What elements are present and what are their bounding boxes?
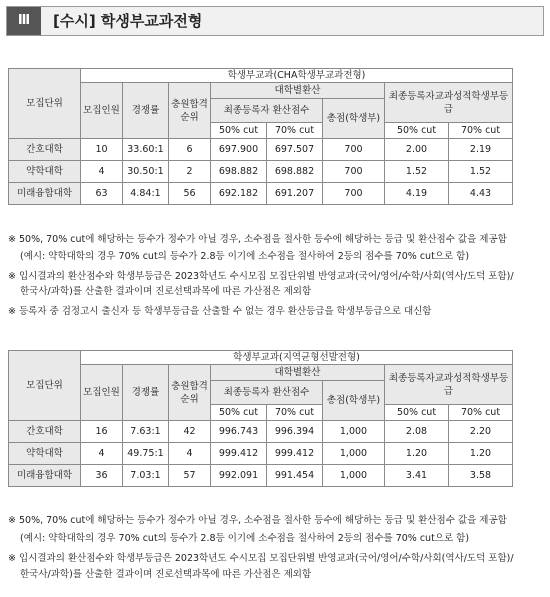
- note-cut-rule: ※ 50%, 70% cut에 해당하는 등수가 정수가 아닐 경우, 소수점을 절사한 등수에 해당하는 등급 및 환산점수 값을 제공함: [8, 515, 507, 526]
- cell-grade-70: 2.20: [449, 421, 513, 443]
- cell-conv-70: 691.207: [267, 183, 323, 205]
- cell-rank: 6: [169, 139, 211, 161]
- cell-conv-50: 698.882: [211, 161, 267, 183]
- cell-total: 1,000: [323, 443, 385, 465]
- table-row: [9, 421, 513, 443]
- cell-grade-70: 4.43: [449, 183, 513, 205]
- header-unit: 모집단위: [9, 69, 81, 139]
- cell-rank: 57: [169, 465, 211, 487]
- cell-conv-50: 692.182: [211, 183, 267, 205]
- header-conversion: 대학별환산: [211, 83, 385, 99]
- cell-grade-50: 3.41: [385, 465, 449, 487]
- cell-grade-70: 2.19: [449, 139, 513, 161]
- cell-recruit: 63: [81, 183, 123, 205]
- cell-conv-50: 697.900: [211, 139, 267, 161]
- table-row: [9, 443, 513, 465]
- table-row: [9, 161, 513, 183]
- note-calculation-cont: 한국사/과학)를 산출한 결과이며 진로선택과목에 따른 가산점은 제외함: [20, 286, 312, 297]
- cell-competition: 7.03:1: [123, 465, 169, 487]
- cell-unit: 약학대학: [9, 161, 81, 183]
- cell-total: 700: [323, 161, 385, 183]
- cell-rank: 56: [169, 183, 211, 205]
- cell-conv-70: 697.507: [267, 139, 323, 161]
- cell-conv-70: 996.394: [267, 421, 323, 443]
- header-grade: 최종등록자교과성적학생부등급: [385, 365, 513, 405]
- header-conv-70: 70% cut: [267, 123, 323, 139]
- note-example: (예시: 약학대학의 경우 70% cut의 등수가 2.8등 이기에 소수점을 절사하여 2등의 점수를 70% cut으로 함): [20, 533, 470, 544]
- cell-grade-50: 2.00: [385, 139, 449, 161]
- header-final-converted: 최종등록자 환산점수: [211, 381, 323, 405]
- cell-recruit: 36: [81, 465, 123, 487]
- group-title: 학생부교과(지역균형선발전형): [81, 351, 513, 365]
- header-grade-70: 70% cut: [449, 405, 513, 421]
- header-conv-70: 70% cut: [267, 405, 323, 421]
- cell-grade-50: 4.19: [385, 183, 449, 205]
- cell-conv-70: 999.412: [267, 443, 323, 465]
- cell-grade-70: 1.20: [449, 443, 513, 465]
- cell-grade-70: 3.58: [449, 465, 513, 487]
- cell-conv-70: 991.454: [267, 465, 323, 487]
- header-total: 총점(학생부): [323, 381, 385, 421]
- section-header: [6, 6, 544, 36]
- cell-grade-50: 1.52: [385, 161, 449, 183]
- cell-unit: 미래융합대학: [9, 183, 81, 205]
- cell-unit: 간호대학: [9, 421, 81, 443]
- header-final-converted: 최종등록자 환산점수: [211, 99, 323, 123]
- cell-competition: 33.60:1: [123, 139, 169, 161]
- group-title: 학생부교과(CHA학생부교과전형): [81, 69, 513, 83]
- cell-conv-50: 992.091: [211, 465, 267, 487]
- header-grade: 최종등록자교과성적학생부등급: [385, 83, 513, 123]
- cell-competition: 4.84:1: [123, 183, 169, 205]
- table-row: [9, 183, 513, 205]
- table-row: [9, 465, 513, 487]
- header-competition: 경쟁률: [123, 365, 169, 421]
- admission-table-2: [8, 350, 513, 487]
- cell-conv-50: 996.743: [211, 421, 267, 443]
- header-grade-70: 70% cut: [449, 123, 513, 139]
- section-title: [수시] 학생부교과전형: [53, 12, 203, 30]
- header-grade-50: 50% cut: [385, 405, 449, 421]
- cell-grade-50: 2.08: [385, 421, 449, 443]
- table-row: [9, 139, 513, 161]
- cell-recruit: 4: [81, 443, 123, 465]
- header-unit: 모집단위: [9, 351, 81, 421]
- note-calculation: ※ 입시결과의 환산점수와 학생부등급은 2023학년도 수시모집 모집단위별 반영교과(국어/영어/수학/사회(역사/도덕 포함)/: [8, 553, 514, 564]
- header-rank: 충원합격순위: [169, 83, 211, 139]
- admission-table-1: [8, 68, 513, 205]
- cell-total: 700: [323, 139, 385, 161]
- header-conversion: 대학별환산: [211, 365, 385, 381]
- header-grade-50: 50% cut: [385, 123, 449, 139]
- note-calculation-cont: 한국사/과학)를 산출한 결과이며 진로선택과목에 따른 가산점은 제외함: [20, 569, 312, 580]
- cell-conv-70: 698.882: [267, 161, 323, 183]
- header-total: 총점(학생부): [323, 99, 385, 139]
- cell-competition: 7.63:1: [123, 421, 169, 443]
- header-rank: 충원합격순위: [169, 365, 211, 421]
- note-ged: ※ 등록자 중 검정고시 출신자 등 학생부등급을 산출할 수 없는 경우 환산등급을 학생부등급으로 대신함: [8, 306, 432, 317]
- cell-rank: 2: [169, 161, 211, 183]
- note-example: (예시: 약학대학의 경우 70% cut의 등수가 2.8등 이기에 소수점을 절사하여 2등의 점수를 70% cut으로 함): [20, 251, 470, 262]
- cell-grade-50: 1.20: [385, 443, 449, 465]
- cell-conv-50: 999.412: [211, 443, 267, 465]
- header-conv-50: 50% cut: [211, 123, 267, 139]
- cell-competition: 49.75:1: [123, 443, 169, 465]
- cell-competition: 30.50:1: [123, 161, 169, 183]
- note-calculation: ※ 입시결과의 환산점수와 학생부등급은 2023학년도 수시모집 모집단위별 반영교과(국어/영어/수학/사회(역사/도덕 포함)/: [8, 271, 514, 282]
- note-cut-rule: ※ 50%, 70% cut에 해당하는 등수가 정수가 아닐 경우, 소수점을 절사한 등수에 해당하는 등급 및 환산점수 값을 제공함: [8, 234, 507, 245]
- cell-total: 700: [323, 183, 385, 205]
- cell-unit: 미래융합대학: [9, 465, 81, 487]
- cell-unit: 간호대학: [9, 139, 81, 161]
- cell-unit: 약학대학: [9, 443, 81, 465]
- header-competition: 경쟁률: [123, 83, 169, 139]
- header-conv-50: 50% cut: [211, 405, 267, 421]
- cell-total: 1,000: [323, 421, 385, 443]
- cell-recruit: 10: [81, 139, 123, 161]
- cell-grade-70: 1.52: [449, 161, 513, 183]
- header-recruit: 모집인원: [81, 83, 123, 139]
- cell-rank: 4: [169, 443, 211, 465]
- cell-rank: 42: [169, 421, 211, 443]
- cell-recruit: 4: [81, 161, 123, 183]
- header-recruit: 모집인원: [81, 365, 123, 421]
- cell-total: 1,000: [323, 465, 385, 487]
- cell-recruit: 16: [81, 421, 123, 443]
- section-number: Ⅲ: [7, 7, 41, 35]
